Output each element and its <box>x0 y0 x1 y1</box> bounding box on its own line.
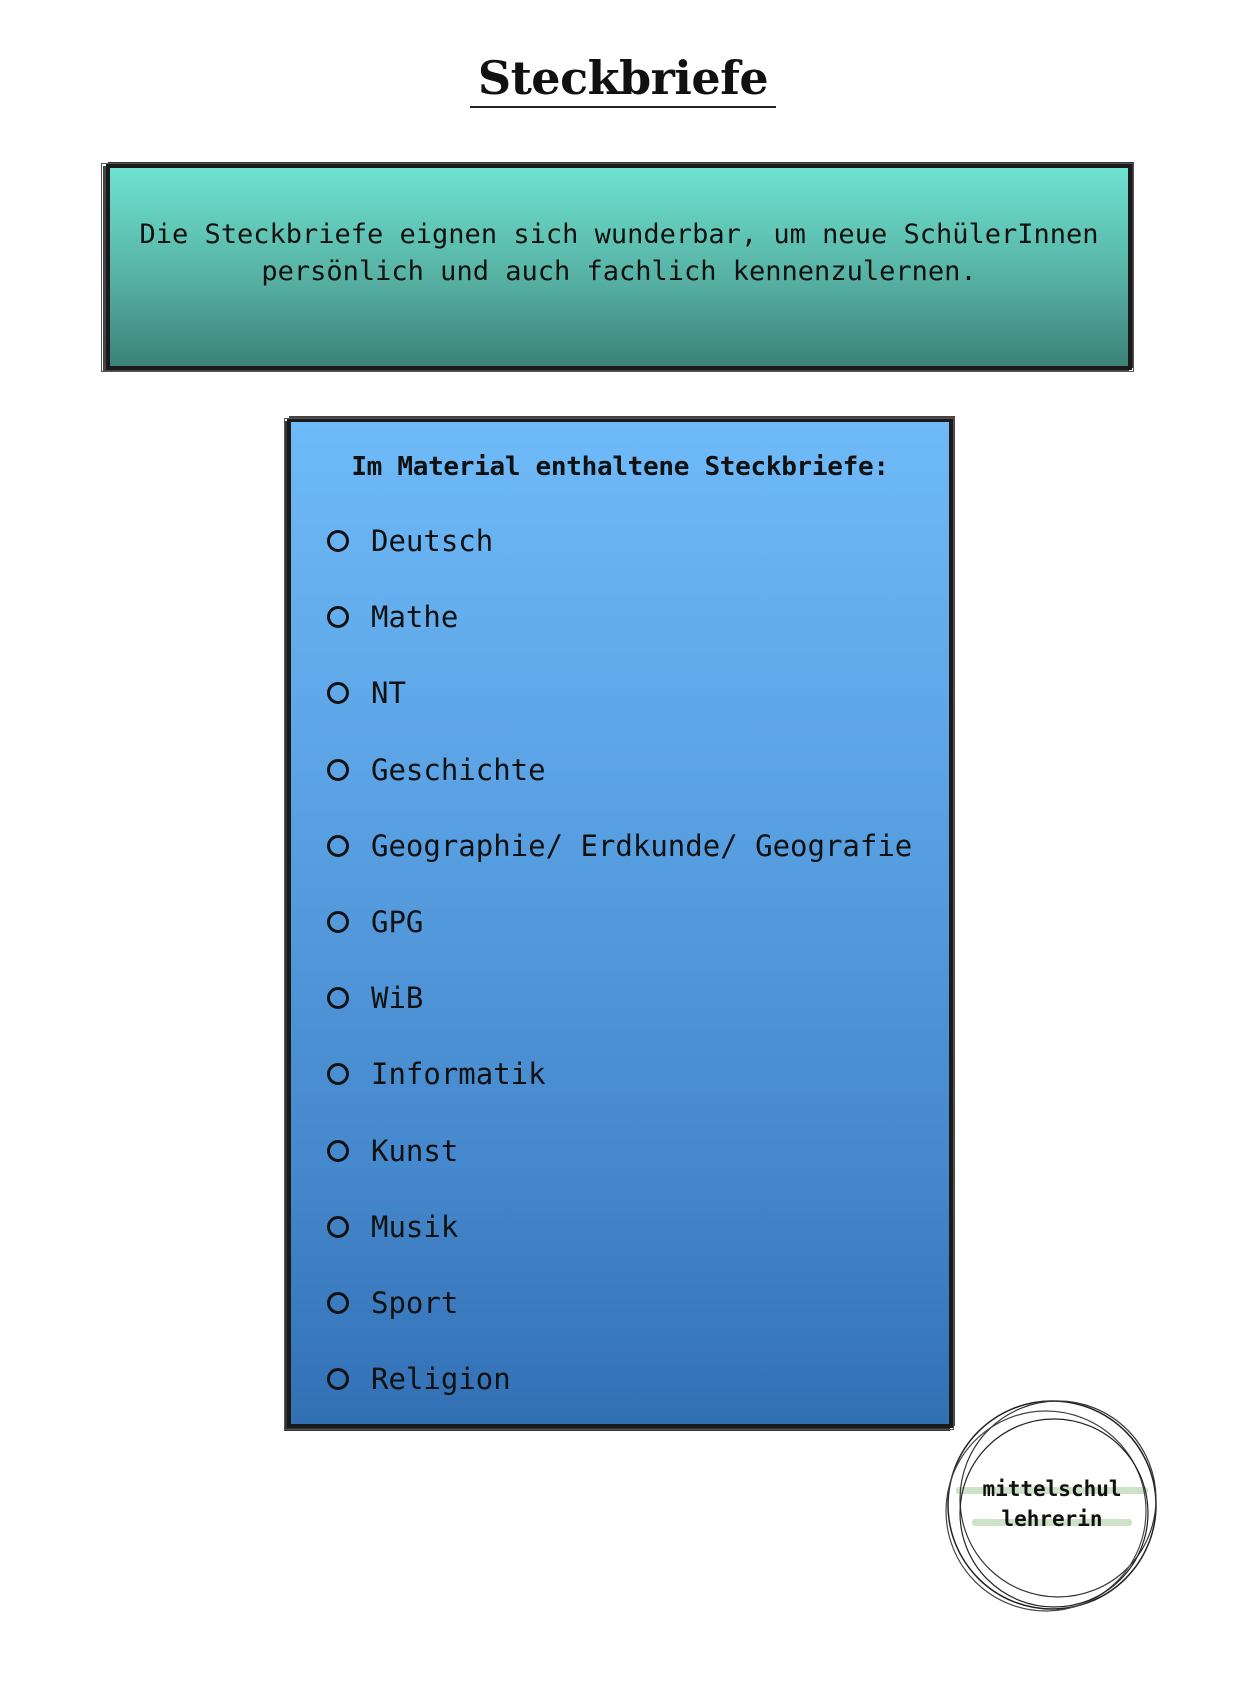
logo-text-line-1: mittelschul <box>982 1477 1122 1501</box>
circle-bullet-icon <box>327 911 349 933</box>
intro-text <box>110 216 1128 290</box>
intro-line-2: persönlich und auch fachlich kennenzulernen. <box>261 256 977 287</box>
subject-label: Geschichte <box>371 752 546 787</box>
subject-list-box <box>287 418 953 1428</box>
subject-label: NT <box>371 676 406 711</box>
subject-item-religion <box>327 1360 912 1436</box>
subject-label: Geographie/ Erdkunde/ Geografie <box>371 828 913 863</box>
subject-label: Musik <box>371 1209 459 1244</box>
subject-label: Sport <box>371 1285 459 1320</box>
page-title-text: Steckbriefe <box>470 52 776 108</box>
logo-rings-icon <box>932 1385 1172 1625</box>
subject-item-mathe <box>327 598 912 674</box>
page-title <box>0 52 1246 108</box>
subject-item-geschichte <box>327 751 912 827</box>
circle-bullet-icon <box>327 759 349 781</box>
mittelschullehrerin-logo <box>932 1385 1172 1625</box>
subject-list-heading: Im Material enthaltene Steckbriefe: <box>351 452 889 482</box>
intro-box <box>106 164 1132 370</box>
subject-label: Mathe <box>371 600 459 635</box>
circle-bullet-icon <box>327 1140 349 1162</box>
subject-label: Kunst <box>371 1133 459 1168</box>
circle-bullet-icon <box>327 1368 349 1390</box>
subject-item-gpg <box>327 903 912 979</box>
circle-bullet-icon <box>327 835 349 857</box>
circle-bullet-icon <box>327 530 349 552</box>
circle-bullet-icon <box>327 1292 349 1314</box>
subject-label: WiB <box>371 981 424 1016</box>
intro-line-1: Die Steckbriefe eignen sich wunderbar, um neue SchülerInnen <box>139 219 1099 250</box>
subject-label: Religion <box>371 1362 511 1397</box>
subject-item-geographie <box>327 827 912 903</box>
circle-bullet-icon <box>327 987 349 1009</box>
circle-bullet-icon <box>327 1063 349 1085</box>
subject-item-deutsch <box>327 522 912 598</box>
subject-item-wib <box>327 979 912 1055</box>
subject-label: GPG <box>371 904 424 939</box>
subject-item-nt <box>327 674 912 750</box>
subject-item-musik <box>327 1208 912 1284</box>
subject-item-sport <box>327 1284 912 1360</box>
logo-text-line-2: lehrerin <box>1001 1507 1103 1531</box>
circle-bullet-icon <box>327 682 349 704</box>
subject-item-informatik <box>327 1055 912 1131</box>
circle-bullet-icon <box>327 606 349 628</box>
circle-bullet-icon <box>327 1216 349 1238</box>
subject-label: Informatik <box>371 1057 546 1092</box>
subject-label: Deutsch <box>371 524 494 558</box>
subject-item-kunst <box>327 1132 912 1208</box>
subject-list <box>327 522 912 1436</box>
